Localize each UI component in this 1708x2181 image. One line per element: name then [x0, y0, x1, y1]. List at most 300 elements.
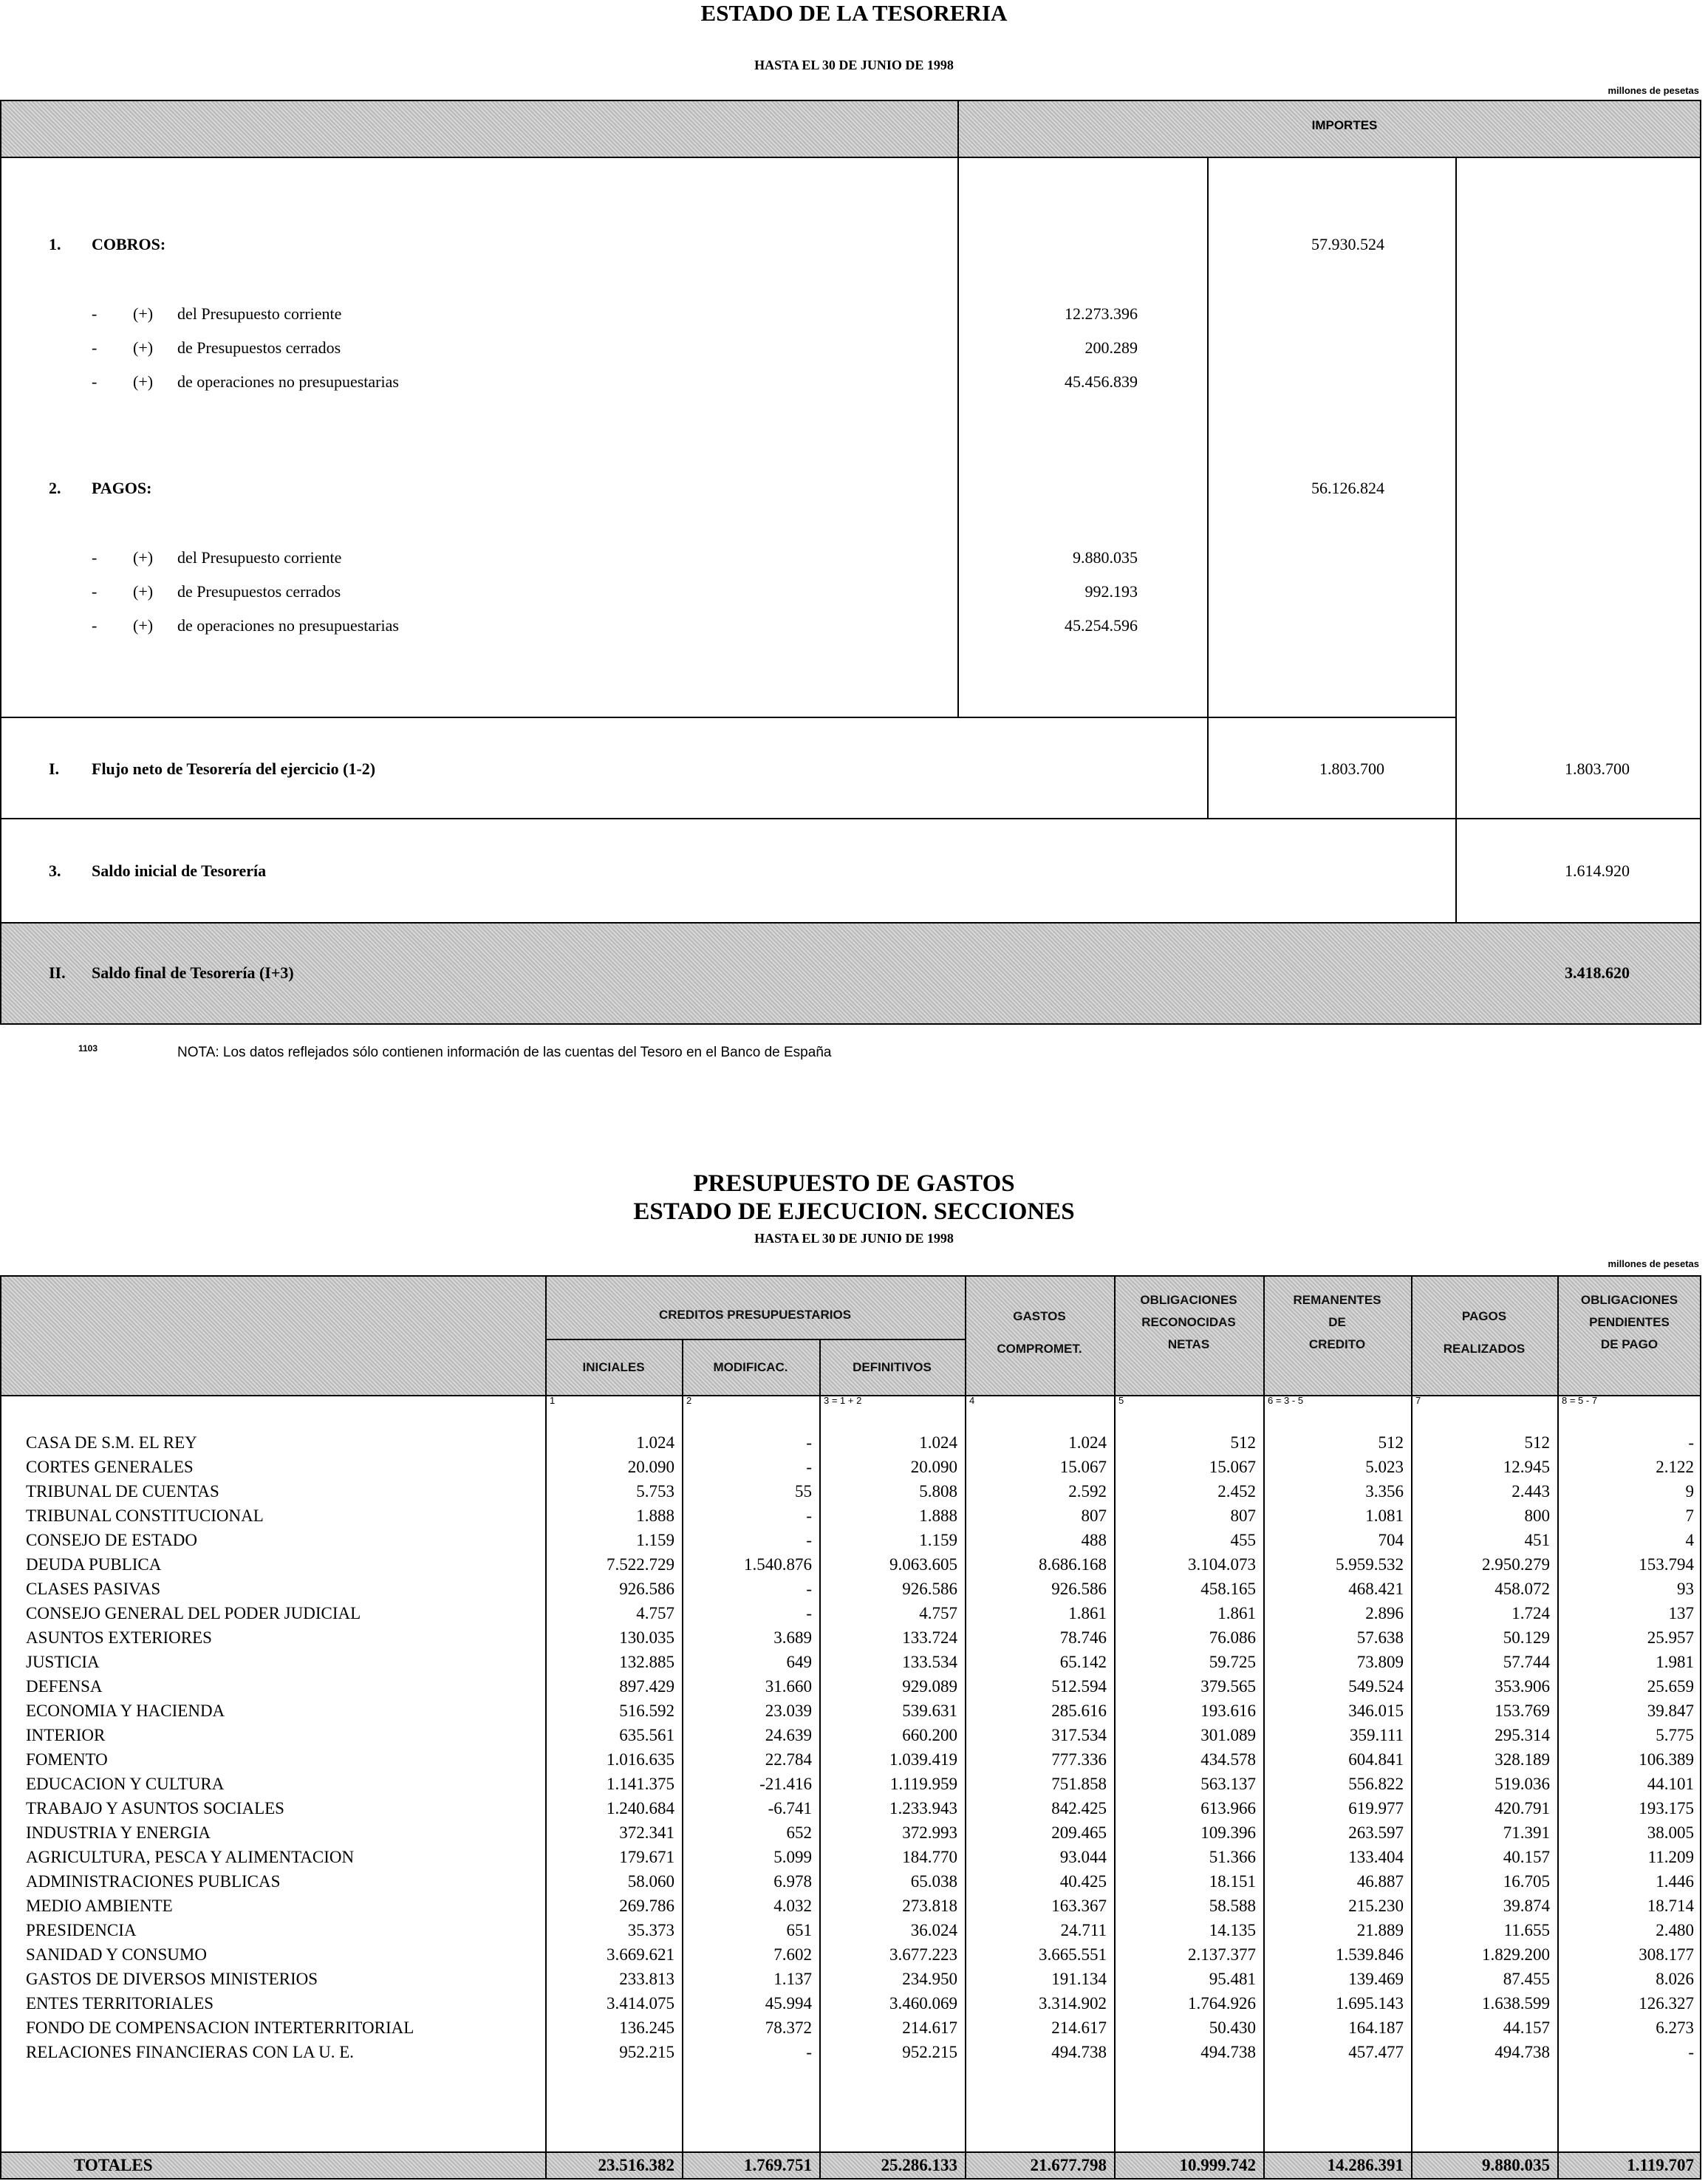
section-name: AGRICULTURA, PESCA Y ALIMENTACION: [26, 1848, 355, 1866]
column-header: [1411, 1300, 1557, 1365]
cobros-item-dash: -: [92, 372, 98, 391]
table-cell: 494.738: [1494, 2043, 1550, 2061]
table-cell: 353.906: [1494, 1677, 1550, 1696]
table-cell: 57.638: [1356, 1628, 1404, 1647]
table-cell: 1.888: [919, 1506, 957, 1525]
table-cell: 1.039.419: [889, 1750, 957, 1769]
table-cell: 455: [1230, 1531, 1256, 1549]
section-name: CONSEJO GENERAL DEL PODER JUDICIAL: [26, 1604, 361, 1622]
table-cell: 2.896: [1365, 1604, 1404, 1622]
table-cell: 1.081: [1365, 1506, 1404, 1525]
table-cell: 512.594: [1051, 1677, 1107, 1696]
column-header: [682, 1356, 819, 1379]
table-cell: 308.177: [1639, 1945, 1694, 1964]
column-index: 4: [969, 1395, 975, 1406]
table-cell: 512: [1524, 1433, 1550, 1452]
table-cell: 926.586: [902, 1580, 957, 1598]
table-cell: 5.775: [1656, 1726, 1694, 1744]
table-cell: 7: [1685, 1506, 1694, 1525]
table-cell: 328.189: [1494, 1750, 1550, 1769]
column-index: 6 = 3 - 5: [1268, 1395, 1304, 1406]
table-cell: 488: [1081, 1531, 1107, 1549]
table-cell: 458.072: [1494, 1580, 1550, 1598]
cobros-item-sign: (+): [133, 372, 154, 391]
cobros-item-sign: (+): [133, 338, 154, 357]
table-cell: 539.631: [902, 1702, 957, 1720]
column-header: [1263, 1289, 1411, 1356]
table-cell: 3.414.075: [607, 1994, 674, 2013]
table-cell: 233.813: [619, 1970, 674, 1988]
table-cell: 106.389: [1639, 1750, 1694, 1769]
table-cell: 4.757: [919, 1604, 957, 1622]
column-header-line: REMANENTES: [1293, 1293, 1381, 1307]
section-name: INTERIOR: [26, 1726, 106, 1744]
table-cell: 4: [1685, 1531, 1694, 1549]
table-cell: 556.822: [1348, 1775, 1404, 1793]
table-cell: 214.617: [902, 2018, 957, 2037]
table-cell: 23.039: [765, 1702, 812, 1720]
table-cell: 15.067: [1209, 1458, 1256, 1476]
section-name: DEUDA PUBLICA: [26, 1555, 162, 1574]
table-cell: 95.481: [1209, 1970, 1256, 1988]
table-cell: 5.959.532: [1336, 1555, 1404, 1574]
table-cell: 163.367: [1051, 1897, 1107, 1915]
section-name: TRIBUNAL CONSTITUCIONAL: [26, 1506, 264, 1525]
table-cell: 78.746: [1059, 1628, 1107, 1647]
table-cell: 619.977: [1348, 1799, 1404, 1817]
table-cell: 126.327: [1639, 1994, 1694, 2013]
table-cell: 9.063.605: [889, 1555, 957, 1574]
table-cell: 285.616: [1051, 1702, 1107, 1720]
pagos-item-sign: (+): [133, 548, 154, 567]
table-cell: 55: [795, 1482, 812, 1501]
pagos-item-value: 45.254.596: [1065, 616, 1138, 635]
totals-cell: 23.516.382: [598, 2156, 674, 2174]
pagos-item-label: de Presupuestos cerrados: [177, 582, 341, 601]
column-header-line: DE PAGO: [1600, 1337, 1659, 1351]
table-cell: -: [1688, 2043, 1694, 2061]
column-header-line: GASTOS: [1013, 1309, 1066, 1323]
table-cell: 20.090: [910, 1458, 957, 1476]
table-cell: 65.038: [910, 1872, 957, 1891]
table-cell: 1.829.200: [1482, 1945, 1550, 1964]
table-cell: 263.597: [1348, 1823, 1404, 1842]
table-cell: 269.786: [619, 1897, 674, 1915]
table-cell: 50.129: [1503, 1628, 1550, 1647]
table-cell: 434.578: [1200, 1750, 1256, 1769]
table-cell: 153.769: [1494, 1702, 1550, 1720]
table-cell: 25.957: [1647, 1628, 1694, 1647]
table-cell: 44.101: [1647, 1775, 1694, 1793]
cobros-num: 1.: [49, 235, 61, 253]
totals-cell: 9.880.035: [1482, 2156, 1550, 2174]
table-cell: 3.460.069: [889, 1994, 957, 2013]
table-cell: -: [806, 1506, 812, 1525]
table-cell: 31.660: [765, 1677, 812, 1696]
table-cell: 1.240.684: [607, 1799, 674, 1817]
table-cell: 897.429: [619, 1677, 674, 1696]
pagos-item-label: del Presupuesto corriente: [177, 548, 342, 567]
table-cell: 6.273: [1656, 2018, 1694, 2037]
table-cell: 1.137: [773, 1970, 812, 1988]
table-cell: 2.480: [1656, 1921, 1694, 1939]
section-name: ENTES TERRITORIALES: [26, 1994, 214, 2013]
table-cell: 1.638.599: [1482, 1994, 1550, 2013]
table-cell: 1.024: [636, 1433, 674, 1452]
table-cell: 35.373: [627, 1921, 674, 1939]
table-cell: -: [806, 2043, 812, 2061]
table-cell: -: [806, 1531, 812, 1549]
table-cell: 164.187: [1348, 2018, 1404, 2037]
table-cell: -21.416: [759, 1775, 812, 1793]
table-cell: 563.137: [1200, 1775, 1256, 1793]
table-cell: 5.808: [919, 1482, 957, 1501]
table-cell: 78.372: [765, 2018, 812, 2037]
cobros-item-value: 200.289: [1084, 338, 1138, 357]
table-cell: -6.741: [768, 1799, 812, 1817]
cobros-item-sign: (+): [133, 304, 154, 323]
table-cell: 652: [786, 1823, 812, 1842]
pagos-item-value: 992.193: [1084, 582, 1138, 601]
cobros-label: COBROS:: [92, 235, 166, 253]
table-cell: 93: [1677, 1580, 1694, 1598]
pagos-item-dash: -: [92, 616, 98, 635]
table-cell: 24.639: [765, 1726, 812, 1744]
section-name: ADMINISTRACIONES PUBLICAS: [26, 1872, 281, 1891]
column-index: 3 = 1 + 2: [824, 1395, 862, 1406]
totals-cell: 10.999.742: [1179, 2156, 1256, 2174]
table-cell: 3.677.223: [889, 1945, 957, 1964]
table-cell: 807: [1081, 1506, 1107, 1525]
table-cell: 704: [1378, 1531, 1404, 1549]
column-header-line: COMPROMET.: [997, 1342, 1082, 1356]
table-cell: 926.586: [619, 1580, 674, 1598]
treasury-note: NOTA: Los datos reflejados sólo contienen información de las cuentas del Tesoro en el Banco de España: [177, 1045, 832, 1060]
table-cell: 209.465: [1051, 1823, 1107, 1842]
column-header-line: DE: [1328, 1315, 1346, 1329]
table-cell: 777.336: [1051, 1750, 1107, 1769]
note-code: 1103: [78, 1043, 98, 1054]
column-index: 2: [686, 1395, 692, 1406]
saldo-final-label: Saldo final de Tesorería (I+3): [92, 963, 294, 982]
totals-cell: 21.677.798: [1030, 2156, 1107, 2174]
table-cell: -: [806, 1458, 812, 1476]
table-cell: 20.090: [627, 1458, 674, 1476]
table-cell: 133.404: [1348, 1848, 1404, 1866]
section-name: FOMENTO: [26, 1750, 108, 1769]
table-cell: 51.366: [1209, 1848, 1256, 1866]
section-name: ECONOMIA Y HACIENDA: [26, 1702, 225, 1720]
table-cell: 372.341: [619, 1823, 674, 1842]
table-cell: 7.522.729: [607, 1555, 674, 1574]
table-cell: 5.099: [773, 1848, 812, 1866]
section-name: JUSTICIA: [26, 1653, 100, 1671]
column-header-line: DEFINITIVOS: [853, 1360, 932, 1374]
table-cell: 76.086: [1209, 1628, 1256, 1647]
table-cell: 5.023: [1365, 1458, 1404, 1476]
table-cell: 519.036: [1494, 1775, 1550, 1793]
section-name: FONDO DE COMPENSACION INTERTERRITORIAL: [26, 2018, 414, 2037]
table-cell: 39.874: [1503, 1897, 1550, 1915]
table-cell: 2.122: [1656, 1458, 1694, 1476]
table-cell: 93.044: [1059, 1848, 1107, 1866]
table-cell: 132.885: [619, 1653, 674, 1671]
totals-cell: 1.769.751: [744, 2156, 812, 2174]
table-cell: 21.889: [1356, 1921, 1404, 1939]
column-header: [1114, 1289, 1263, 1356]
table-cell: 494.738: [1200, 2043, 1256, 2061]
column-index: 7: [1415, 1395, 1421, 1406]
section-name: CASA DE S.M. EL REY: [26, 1433, 197, 1452]
totals-label: TOTALES: [74, 2156, 153, 2174]
table-cell: 842.425: [1051, 1799, 1107, 1817]
table-cell: 494.738: [1051, 2043, 1107, 2061]
group-rule: [545, 1339, 965, 1340]
table-cell: 1.024: [919, 1433, 957, 1452]
table-cell: 45.994: [765, 1994, 812, 2013]
pagos-item-label: de operaciones no presupuestarias: [177, 616, 399, 635]
table-cell: 11.655: [1503, 1921, 1550, 1939]
table-cell: 38.005: [1647, 1823, 1694, 1842]
column-header-line: OBLIGACIONES: [1140, 1293, 1237, 1307]
treasury-units: millones de pesetas: [1608, 85, 1699, 96]
table-cell: 317.534: [1051, 1726, 1107, 1744]
section-name: ASUNTOS EXTERIORES: [26, 1628, 212, 1647]
table-cell: 9: [1685, 1482, 1694, 1501]
section-name: DEFENSA: [26, 1677, 103, 1696]
table-cell: 929.089: [902, 1677, 957, 1696]
flujo-num: I.: [49, 760, 60, 778]
table-cell: 4.757: [636, 1604, 674, 1622]
section-name: EDUCACION Y CULTURA: [26, 1775, 225, 1793]
table-cell: 1.888: [636, 1506, 674, 1525]
table-cell: 549.524: [1348, 1677, 1404, 1696]
table-cell: 2.452: [1217, 1482, 1256, 1501]
column-index: 5: [1118, 1395, 1124, 1406]
flujo-label: Flujo neto de Tesorería del ejercicio (1-2): [92, 760, 376, 778]
table-cell: 8.686.168: [1039, 1555, 1107, 1574]
pagos-label: PAGOS:: [92, 479, 152, 497]
table-cell: 3.669.621: [607, 1945, 674, 1964]
table-cell: 40.157: [1503, 1848, 1550, 1866]
table-cell: 24.711: [1060, 1921, 1107, 1939]
table-cell: 1.159: [636, 1531, 674, 1549]
table-cell: 40.425: [1059, 1872, 1107, 1891]
table-cell: 1.141.375: [607, 1775, 674, 1793]
cobros-item-dash: -: [92, 338, 98, 357]
table-cell: -: [806, 1433, 812, 1452]
table-cell: 1.159: [919, 1531, 957, 1549]
flujo-value-total: 1.803.700: [1565, 760, 1630, 778]
table-cell: 2.137.377: [1188, 1945, 1256, 1964]
pagos-item-value: 9.880.035: [1073, 548, 1138, 567]
table-cell: 1.764.926: [1188, 1994, 1256, 2013]
table-cell: 800: [1524, 1506, 1550, 1525]
column-header-line: RECONOCIDAS: [1141, 1315, 1236, 1329]
gastos-title-2: ESTADO DE EJECUCION. SECCIONES: [633, 1198, 1075, 1225]
table-cell: 1.233.943: [889, 1799, 957, 1817]
table-cell: 3.689: [773, 1628, 812, 1647]
table-cell: 4.032: [773, 1897, 812, 1915]
table-cell: 193.616: [1200, 1702, 1256, 1720]
table-cell: 44.157: [1503, 2018, 1550, 2037]
treasury-header-band: [1, 101, 1700, 157]
saldo-inicial-num: 3.: [49, 861, 61, 880]
table-cell: 16.705: [1503, 1872, 1550, 1891]
table-cell: 87.455: [1503, 1970, 1550, 1988]
saldo-final-value: 3.418.620: [1565, 963, 1630, 982]
saldo-inicial-label: Saldo inicial de Tesorería: [92, 861, 267, 880]
table-cell: 215.230: [1348, 1897, 1404, 1915]
pagos-item-sign: (+): [133, 616, 154, 635]
table-cell: 1.539.846: [1336, 1945, 1404, 1964]
table-cell: 130.035: [619, 1628, 674, 1647]
table-cell: 22.784: [765, 1750, 812, 1769]
table-cell: 273.818: [902, 1897, 957, 1915]
table-cell: 660.200: [902, 1726, 957, 1744]
table-cell: 179.671: [619, 1848, 674, 1866]
table-cell: 751.858: [1051, 1775, 1107, 1793]
cobros-item-value: 12.273.396: [1065, 304, 1138, 323]
column-header: [819, 1356, 965, 1379]
table-cell: 8.026: [1656, 1970, 1694, 1988]
totals-cell: 25.286.133: [881, 2156, 957, 2174]
table-cell: 39.847: [1647, 1702, 1694, 1720]
table-cell: 295.314: [1494, 1726, 1550, 1744]
table-cell: 420.791: [1494, 1799, 1550, 1817]
table-cell: 379.565: [1200, 1677, 1256, 1696]
table-cell: 1.119.959: [889, 1775, 957, 1793]
table-cell: 1.446: [1656, 1872, 1694, 1891]
cobros-item-label: del Presupuesto corriente: [177, 304, 342, 323]
table-cell: 604.841: [1348, 1750, 1404, 1769]
cobros-item-label: de operaciones no presupuestarias: [177, 372, 399, 391]
flujo-value: 1.803.700: [1319, 760, 1384, 778]
table-cell: 468.421: [1348, 1580, 1404, 1598]
section-name: TRIBUNAL DE CUENTAS: [26, 1482, 219, 1501]
section-name: PRESIDENCIA: [26, 1921, 137, 1939]
totals-cell: 14.286.391: [1327, 2156, 1404, 2174]
table-cell: 65.142: [1059, 1653, 1107, 1671]
table-cell: 3.314.902: [1039, 1994, 1107, 2013]
table-cell: 18.714: [1647, 1897, 1694, 1915]
table-cell: 2.443: [1511, 1482, 1550, 1501]
table-cell: 1.540.876: [744, 1555, 812, 1574]
table-cell: 649: [786, 1653, 812, 1671]
totals-cell: 1.119.707: [1627, 2156, 1694, 2174]
table-cell: 193.175: [1639, 1799, 1694, 1817]
table-cell: 36.024: [910, 1921, 957, 1939]
table-cell: 613.966: [1200, 1799, 1256, 1817]
table-cell: 2.950.279: [1482, 1555, 1550, 1574]
table-cell: 137: [1668, 1604, 1694, 1622]
gastos-title-1: PRESUPUESTO DE GASTOS: [693, 1170, 1015, 1197]
table-cell: -: [1688, 1433, 1694, 1452]
table-cell: 25.659: [1647, 1677, 1694, 1696]
table-cell: 512: [1230, 1433, 1256, 1452]
gastos-units: millones de pesetas: [1608, 1258, 1699, 1269]
column-header-line: MODIFICAC.: [713, 1360, 788, 1374]
table-cell: -: [806, 1604, 812, 1622]
table-cell: 2.592: [1068, 1482, 1107, 1501]
table-cell: 57.744: [1503, 1653, 1550, 1671]
table-cell: 184.770: [902, 1848, 957, 1866]
cobros-total: 57.930.524: [1311, 235, 1384, 253]
table-cell: 109.396: [1200, 1823, 1256, 1842]
table-cell: 73.809: [1356, 1653, 1404, 1671]
column-header: [965, 1300, 1114, 1365]
table-cell: 346.015: [1348, 1702, 1404, 1720]
column-header-line: OBLIGACIONES: [1580, 1293, 1678, 1307]
table-cell: 1.695.143: [1336, 1994, 1404, 2013]
table-cell: 14.135: [1209, 1921, 1256, 1939]
table-cell: 11.209: [1647, 1848, 1694, 1866]
table-cell: 191.134: [1051, 1970, 1107, 1988]
table-cell: 3.356: [1365, 1482, 1404, 1501]
treasury-title: ESTADO DE LA TESORERIA: [700, 0, 1008, 26]
section-name: RELACIONES FINANCIERAS CON LA U. E.: [26, 2043, 355, 2061]
column-index: 1: [550, 1395, 556, 1406]
table-cell: 1.724: [1511, 1604, 1550, 1622]
table-cell: 12.945: [1503, 1458, 1550, 1476]
table-cell: 926.586: [1051, 1580, 1107, 1598]
column-index: 8 = 5 - 7: [1562, 1395, 1598, 1406]
table-cell: 3.104.073: [1188, 1555, 1256, 1574]
table-cell: 301.089: [1200, 1726, 1256, 1744]
cobros-item-dash: -: [92, 304, 98, 323]
section-name: SANIDAD Y CONSUMO: [26, 1945, 207, 1964]
table-cell: 5.753: [636, 1482, 674, 1501]
table-cell: 3.665.551: [1039, 1945, 1107, 1964]
section-name: TRABAJO Y ASUNTOS SOCIALES: [26, 1799, 284, 1817]
table-cell: 1.024: [1068, 1433, 1107, 1452]
table-cell: 952.215: [619, 2043, 674, 2061]
table-cell: 952.215: [902, 2043, 957, 2061]
column-header-line: NETAS: [1167, 1337, 1210, 1351]
table-cell: 58.588: [1209, 1897, 1256, 1915]
table-cell: 451: [1524, 1531, 1550, 1549]
table-cell: 18.151: [1209, 1872, 1256, 1891]
section-name: CONSEJO DE ESTADO: [26, 1531, 197, 1549]
cobros-item-value: 45.456.839: [1065, 372, 1138, 391]
section-name: MEDIO AMBIENTE: [26, 1897, 173, 1915]
table-cell: 46.887: [1356, 1872, 1404, 1891]
pagos-num: 2.: [49, 479, 61, 497]
column-header: [1557, 1289, 1701, 1356]
creditos-group-header: CREDITOS PRESUPUESTARIOS: [658, 1308, 852, 1322]
table-cell: 139.469: [1348, 1970, 1404, 1988]
section-name: GASTOS DE DIVERSOS MINISTERIOS: [26, 1970, 318, 1988]
table-cell: 136.245: [619, 2018, 674, 2037]
table-cell: 512: [1378, 1433, 1404, 1452]
gastos-subtitle: HASTA EL 30 DE JUNIO DE 1998: [754, 1231, 954, 1246]
saldo-final-num: II.: [49, 963, 66, 982]
table-cell: -: [806, 1580, 812, 1598]
table-cell: 133.534: [902, 1653, 957, 1671]
cobros-item-label: de Presupuestos cerrados: [177, 338, 341, 357]
table-cell: 133.724: [902, 1628, 957, 1647]
table-cell: 7.602: [773, 1945, 812, 1964]
table-cell: 1.861: [1217, 1604, 1256, 1622]
section-name: INDUSTRIA Y ENERGIA: [26, 1823, 211, 1842]
column-header-line: CREDITO: [1308, 1337, 1366, 1351]
table-cell: 1.981: [1656, 1653, 1694, 1671]
table-cell: 71.391: [1503, 1823, 1550, 1842]
importes-header: IMPORTES: [1311, 118, 1378, 132]
table-cell: 234.950: [902, 1970, 957, 1988]
table-cell: 516.592: [619, 1702, 674, 1720]
column-header-line: PAGOS: [1461, 1309, 1507, 1323]
